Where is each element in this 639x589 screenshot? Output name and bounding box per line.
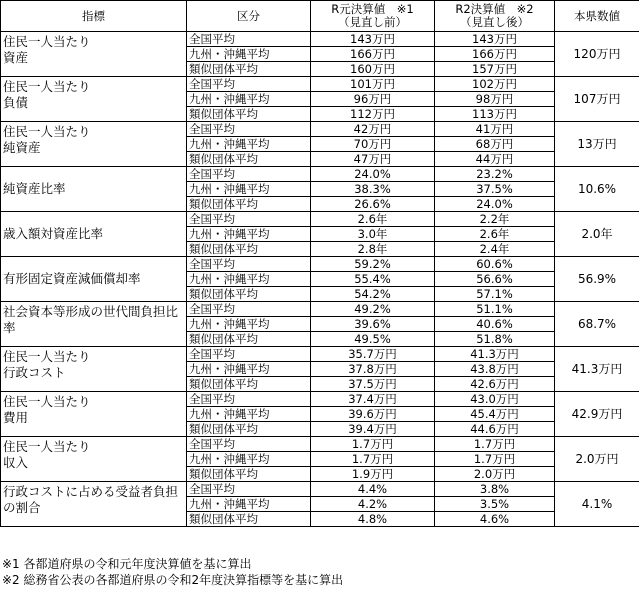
r1-value-cell: 42万円 <box>311 122 435 137</box>
r2-value-cell: 143万円 <box>435 32 555 47</box>
pref-value-cell: 42.9万円 <box>555 392 639 437</box>
r2-value-cell: 43.8万円 <box>435 362 555 377</box>
r2-value-cell: 60.6% <box>435 257 555 272</box>
r1-value-cell: 4.8% <box>311 512 435 527</box>
indicator-name-line: 住民一人当たり <box>3 439 91 454</box>
category-cell: 類似団体平均 <box>187 287 311 302</box>
category-cell: 九州・沖縄平均 <box>187 47 311 62</box>
r1-value-cell: 2.6年 <box>311 212 435 227</box>
r2-value-cell: 2.2年 <box>435 212 555 227</box>
header-row <box>1 1 639 32</box>
pref-value-cell: 120万円 <box>555 32 639 77</box>
r1-value-cell: 47万円 <box>311 152 435 167</box>
indicator-name-line: 住民一人当たり <box>3 34 91 49</box>
r1-value-cell: 3.0年 <box>311 227 435 242</box>
r1-value-cell: 24.0% <box>311 167 435 182</box>
table-row <box>1 302 639 317</box>
r1-value-cell: 35.7万円 <box>311 347 435 362</box>
table-row <box>1 257 639 272</box>
table-row <box>1 212 639 227</box>
r1-value-cell: 101万円 <box>311 77 435 92</box>
header-r2-line2: （見直し後） <box>460 15 529 29</box>
indicator-name <box>1 347 187 392</box>
header-r1-line2: （見直し前） <box>338 15 407 29</box>
header-r2 <box>435 1 555 32</box>
r2-value-cell: 113万円 <box>435 107 555 122</box>
r1-value-cell: 26.6% <box>311 197 435 212</box>
r2-value-cell: 43.0万円 <box>435 392 555 407</box>
r1-value-cell: 37.4万円 <box>311 392 435 407</box>
r1-value-cell: 2.8年 <box>311 242 435 257</box>
category-cell: 全国平均 <box>187 167 311 182</box>
r1-value-cell: 49.5% <box>311 332 435 347</box>
table-row <box>1 167 639 182</box>
indicator-name: 行政コストに占める受益者負担の割合 <box>1 482 187 527</box>
r2-value-cell: 51.8% <box>435 332 555 347</box>
category-cell: 九州・沖縄平均 <box>187 497 311 512</box>
category-cell: 九州・沖縄平均 <box>187 182 311 197</box>
r2-value-cell: 24.0% <box>435 197 555 212</box>
indicator-name-line: 負債 <box>3 95 29 110</box>
r1-value-cell: 39.6万円 <box>311 407 435 422</box>
r2-value-cell: 98万円 <box>435 92 555 107</box>
r2-value-cell: 44万円 <box>435 152 555 167</box>
indicator-name <box>1 392 187 437</box>
r2-value-cell: 57.1% <box>435 287 555 302</box>
r1-value-cell: 39.6% <box>311 317 435 332</box>
r1-value-cell: 55.4% <box>311 272 435 287</box>
r1-value-cell: 112万円 <box>311 107 435 122</box>
r1-value-cell: 96万円 <box>311 92 435 107</box>
pref-value-cell: 107万円 <box>555 77 639 122</box>
r2-value-cell: 4.6% <box>435 512 555 527</box>
category-cell: 類似団体平均 <box>187 197 311 212</box>
header-r2-line1: R2決算値 ※2 <box>455 2 534 16</box>
table-body <box>1 32 639 527</box>
indicator-name <box>1 77 187 122</box>
category-cell: 九州・沖縄平均 <box>187 92 311 107</box>
r1-value-cell: 1.9万円 <box>311 467 435 482</box>
table-row <box>1 437 639 452</box>
indicator-name-line: 資産 <box>3 50 29 65</box>
indicator-name-line: 住民一人当たり <box>3 394 91 409</box>
r1-value-cell: 54.2% <box>311 287 435 302</box>
r2-value-cell: 2.0万円 <box>435 467 555 482</box>
r1-value-cell: 1.7万円 <box>311 452 435 467</box>
category-cell: 九州・沖縄平均 <box>187 362 311 377</box>
table-row <box>1 482 639 497</box>
r1-value-cell: 143万円 <box>311 32 435 47</box>
r2-value-cell: 42.6万円 <box>435 377 555 392</box>
category-cell: 全国平均 <box>187 77 311 92</box>
category-cell: 全国平均 <box>187 122 311 137</box>
r2-value-cell: 3.8% <box>435 482 555 497</box>
r2-value-cell: 2.4年 <box>435 242 555 257</box>
indicator-name: 社会資本等形成の世代間負担比率 <box>1 302 187 347</box>
footnotes <box>2 556 343 588</box>
indicator-name-line: 収入 <box>3 455 29 470</box>
header-r1-line1: R元決算値 ※1 <box>331 2 414 16</box>
r2-value-cell: 1.7万円 <box>435 437 555 452</box>
r1-value-cell: 37.8万円 <box>311 362 435 377</box>
category-cell: 全国平均 <box>187 32 311 47</box>
category-cell: 類似団体平均 <box>187 242 311 257</box>
category-cell: 全国平均 <box>187 482 311 497</box>
category-cell: 類似団体平均 <box>187 512 311 527</box>
r2-value-cell: 23.2% <box>435 167 555 182</box>
footnote-1: ※1 各都道府県の令和元年度決算値を基に算出 <box>2 557 252 571</box>
indicator-name-line: 純資産 <box>3 140 41 155</box>
indicator-name <box>1 32 187 77</box>
category-cell: 全国平均 <box>187 257 311 272</box>
table-row <box>1 77 639 92</box>
indicator-name-line: 費用 <box>3 410 29 425</box>
pref-value-cell: 41.3万円 <box>555 347 639 392</box>
category-cell: 九州・沖縄平均 <box>187 407 311 422</box>
pref-value-cell: 10.6% <box>555 167 639 212</box>
category-cell: 類似団体平均 <box>187 332 311 347</box>
indicator-name <box>1 437 187 482</box>
r2-value-cell: 45.4万円 <box>435 407 555 422</box>
table-row <box>1 32 639 47</box>
r2-value-cell: 37.5% <box>435 182 555 197</box>
r2-value-cell: 3.5% <box>435 497 555 512</box>
pref-value-cell: 56.9% <box>555 257 639 302</box>
r1-value-cell: 4.2% <box>311 497 435 512</box>
category-cell: 類似団体平均 <box>187 467 311 482</box>
r1-value-cell: 70万円 <box>311 137 435 152</box>
pref-value-cell: 2.0年 <box>555 212 639 257</box>
pref-value-cell: 68.7% <box>555 302 639 347</box>
r2-value-cell: 56.6% <box>435 272 555 287</box>
indicator-name-line: 住民一人当たり <box>3 349 91 364</box>
r1-value-cell: 39.4万円 <box>311 422 435 437</box>
indicator-name-line: 住民一人当たり <box>3 79 91 94</box>
category-cell: 九州・沖縄平均 <box>187 452 311 467</box>
category-cell: 全国平均 <box>187 437 311 452</box>
category-cell: 類似団体平均 <box>187 62 311 77</box>
table-row <box>1 347 639 362</box>
indicator-name: 有形固定資産減価償却率 <box>1 257 187 302</box>
category-cell: 九州・沖縄平均 <box>187 137 311 152</box>
r1-value-cell: 49.2% <box>311 302 435 317</box>
pref-value-cell: 2.0万円 <box>555 437 639 482</box>
category-cell: 全国平均 <box>187 392 311 407</box>
r2-value-cell: 68万円 <box>435 137 555 152</box>
r1-value-cell: 37.5万円 <box>311 377 435 392</box>
header-category: 区分 <box>187 1 311 32</box>
category-cell: 全国平均 <box>187 212 311 227</box>
r2-value-cell: 40.6% <box>435 317 555 332</box>
indicator-name <box>1 122 187 167</box>
r2-value-cell: 1.7万円 <box>435 452 555 467</box>
header-r1 <box>311 1 435 32</box>
table-row <box>1 392 639 407</box>
r2-value-cell: 51.1% <box>435 302 555 317</box>
r1-value-cell: 166万円 <box>311 47 435 62</box>
r2-value-cell: 41.3万円 <box>435 347 555 362</box>
category-cell: 類似団体平均 <box>187 107 311 122</box>
category-cell: 類似団体平均 <box>187 152 311 167</box>
r2-value-cell: 166万円 <box>435 47 555 62</box>
r1-value-cell: 4.4% <box>311 482 435 497</box>
r2-value-cell: 44.6万円 <box>435 422 555 437</box>
table-row <box>1 122 639 137</box>
header-pref: 本県数値 <box>555 1 639 32</box>
indicator-name: 純資産比率 <box>1 167 187 212</box>
category-cell: 類似団体平均 <box>187 377 311 392</box>
r1-value-cell: 38.3% <box>311 182 435 197</box>
r2-value-cell: 102万円 <box>435 77 555 92</box>
r1-value-cell: 160万円 <box>311 62 435 77</box>
category-cell: 九州・沖縄平均 <box>187 272 311 287</box>
pref-value-cell: 13万円 <box>555 122 639 167</box>
indicator-name-line: 行政コスト <box>3 365 66 380</box>
category-cell: 九州・沖縄平均 <box>187 317 311 332</box>
category-cell: 全国平均 <box>187 347 311 362</box>
r2-value-cell: 2.6年 <box>435 227 555 242</box>
r1-value-cell: 59.2% <box>311 257 435 272</box>
category-cell: 類似団体平均 <box>187 422 311 437</box>
category-cell: 全国平均 <box>187 302 311 317</box>
indicator-name-line: 住民一人当たり <box>3 124 91 139</box>
r2-value-cell: 41万円 <box>435 122 555 137</box>
footnote-2: ※2 総務省公表の各都道府県の令和2年度決算指標等を基に算出 <box>2 573 344 587</box>
category-cell: 九州・沖縄平均 <box>187 227 311 242</box>
header-indicator: 指標 <box>1 1 187 32</box>
r1-value-cell: 1.7万円 <box>311 437 435 452</box>
indicator-name: 歳入額対資産比率 <box>1 212 187 257</box>
r2-value-cell: 157万円 <box>435 62 555 77</box>
pref-value-cell: 4.1% <box>555 482 639 527</box>
